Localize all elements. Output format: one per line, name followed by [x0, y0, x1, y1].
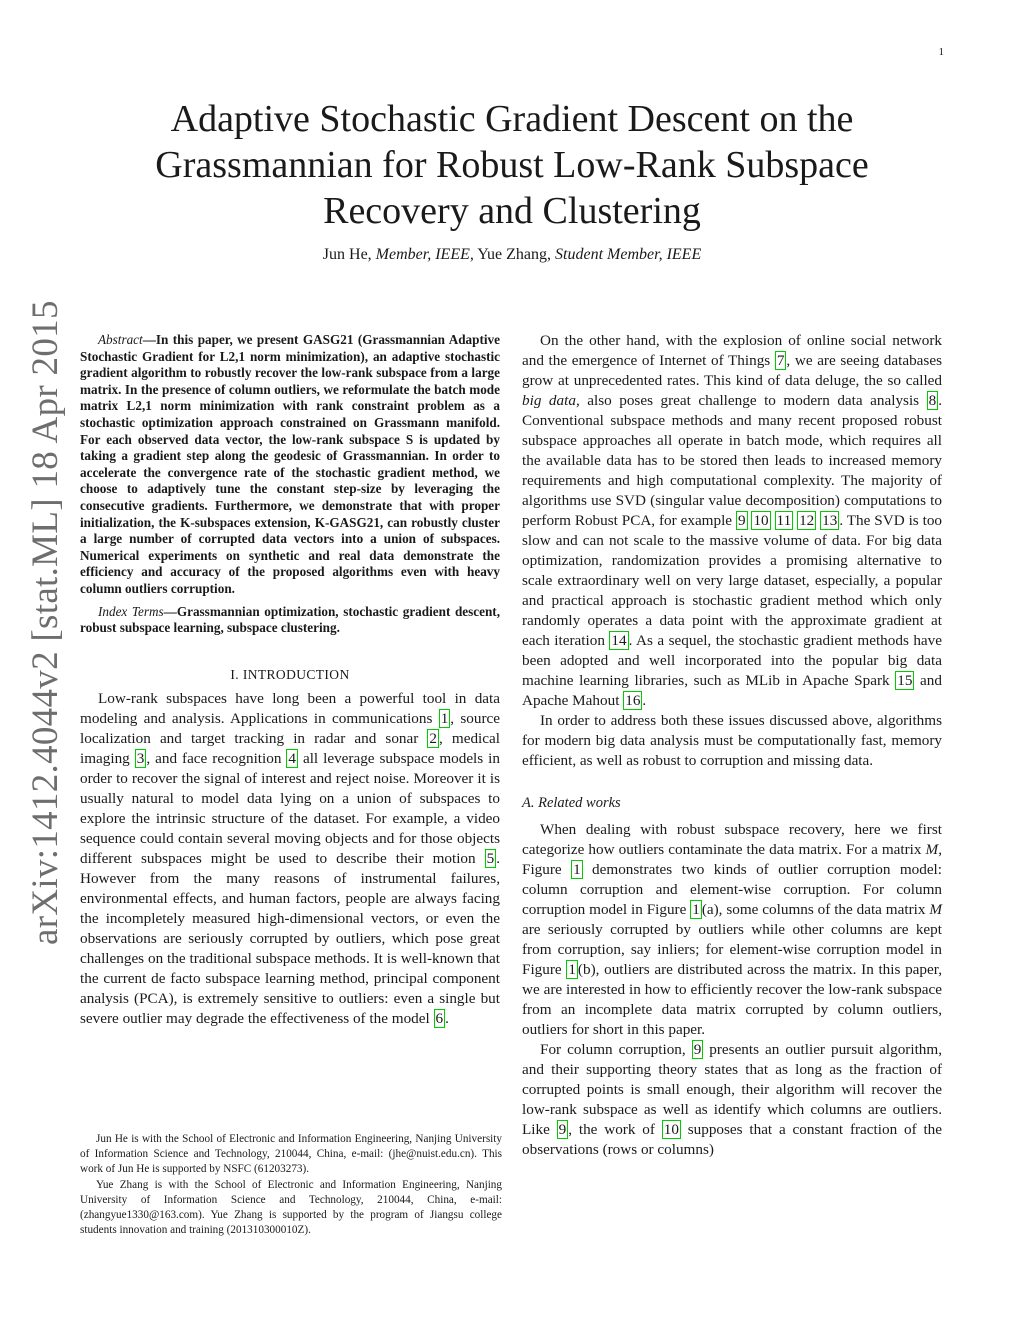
text-run: . — [445, 1009, 449, 1027]
citation-link[interactable]: 9 — [693, 1041, 702, 1058]
text-run: (a), some columns of the data matrix — [701, 901, 930, 918]
text-run: . The SVD is too slow and can not scale to the massive volume of data. For big data optimization, randomization provides a promising alternative to scale extraordinary well on very large dataset, especially, a popular and practical approach is stochastic gradient method which only randomly operates a data point with the approximate gradient at each iteration — [522, 512, 943, 649]
citation-link[interactable]: 4 — [288, 749, 296, 767]
text-run: . Conventional subspace methods and many recent proposed robust subspace approaches all operate in batch mode, which requires all the available data has to be stored then leads to increased memory requirements and high computational complexity. The majority of algorithms use SVD (singular value decomposition) computations to perform Robust PCA, for example — [522, 392, 942, 529]
arxiv-identifier: arXiv:1412.4044v2 [stat.ML] 18 Apr 2015 — [25, 300, 66, 945]
text-run: , and face recognition — [146, 749, 287, 767]
text-run — [771, 512, 775, 529]
text-run: . — [642, 692, 647, 709]
citation-link[interactable]: 8 — [928, 392, 937, 409]
text-run: . However from the many reasons of instrumental failures, environmental effects, and human factors, people are always facing the incompletely measured high-dimensional vectors, or even the observations are seriously corrupted by outliers, which pose great challenges on the traditional subspace methods. It is well-known that the current de facto subspace learning method, principal component analysis (PCA), is extremely sensitive to outliers: even a single but severe outlier may degrade the effectiveness of the model — [80, 849, 500, 1027]
text-run: (b), outliers are distributed across the matrix. In this paper, we are interested in how to efficiently recover the low-rank subspace from an incomplete data matrix corrupted by column outliers, outliers for short in this paper. — [522, 961, 942, 1038]
citation-link[interactable]: 10 — [753, 512, 769, 529]
body-paragraph — [522, 331, 942, 711]
citation-link[interactable]: 12 — [799, 512, 815, 529]
abstract-text: In this paper, we present GASG21 (Grassmannian Adaptive Stochastic Gradient for L2,1 norm minimization), an adaptive stochastic gradient algorithm to robustly recover the low-rank subspace from a large matrix. In the presence of column outliers, we reformulate the batch mode matrix L2,1 norm minimization with rank constraint problem as a stochastic optimization approach constrained on Grassmann manifold. For each observed data vector, the low-rank subspace S is updated by taking a gradient step along the geodesic of Grassmannian. In order to accelerate the convergence rate of the stochastic gradient method, we choose to adaptively tune the constant step-size by leveraging the consecutive gradients. Furthermore, we demonstrate that with proper initialization, the K-subspaces extension, K-GASG21, can robustly cluster a large number of corrupted data vectors into a union of subspaces. Numerical experiments on synthetic and real data demonstrate the efficiency and accuracy of the proposed algorithms even with heavy column outliers corruption. — [80, 332, 500, 596]
figure-link[interactable]: 1 — [692, 901, 700, 918]
text-run: Low-rank subspaces have long been a powerful tool in data modeling and analysis. Applications in communications — [80, 689, 500, 727]
text-run: are seriously corrupted by outliers while other columns are kept from corruption, say inliers; for element-wise corruption model in Figure — [522, 921, 942, 978]
title-line: Adaptive Stochastic Gradient Descent on the — [170, 98, 854, 140]
title-line: Grassmannian for Robust Low-Rank Subspace — [155, 144, 869, 186]
body-paragraph — [522, 1040, 942, 1160]
citation-link[interactable]: 15 — [897, 672, 913, 689]
index-terms-text: Grassmannian optimization, stochastic gradient descent, robust subspace learning, subspace clustering. — [80, 603, 500, 636]
author-name: Jun He, — [322, 246, 376, 263]
citation-link[interactable]: 6 — [435, 1009, 444, 1027]
citation-link[interactable]: 1 — [440, 709, 449, 727]
paper-title — [100, 96, 924, 234]
citation-link[interactable]: 11 — [776, 512, 792, 529]
index-terms-separator: — — [163, 603, 177, 619]
figure-link[interactable]: 1 — [568, 961, 576, 978]
text-run: and Apache Mahout — [522, 672, 942, 709]
text-run: presents an outlier pursuit algorithm, and their supporting theory states that as long as the fraction of corrupted points is small enough, their algorithm will recover the low-rank subspace as well as identify which columns are outliers. Like — [522, 1041, 942, 1138]
footnotes — [80, 1132, 502, 1239]
citation-link[interactable]: 14 — [611, 632, 627, 649]
author-role: Member, IEEE, — [375, 246, 474, 263]
citation-link[interactable]: 13 — [822, 512, 838, 529]
text-run: . As a sequel, the stochastic gradient methods have been adopted and well incorporated into the popular big data machine learning libraries, such as MLib in Apache Spark — [522, 632, 943, 689]
text-run: demonstrates two kinds of outlier corruption model: column corruption and element-wise corruption. For column corruption model in Figure — [522, 861, 942, 918]
footnote: Jun He is with the School of Electronic and Information Engineering, Nanjing University of Information Science and Technology, 210044, China, e-mail: (jhe@nuist.edu.cn). This work of Jun He is supported by NSFC (61203273). — [80, 1133, 502, 1175]
text-run: supposes that a constant fraction of the observations (rows or columns) — [522, 1121, 942, 1158]
left-column — [80, 332, 500, 1029]
abstract-label: Abstract — [98, 332, 143, 347]
text-run: , the work of — [568, 1121, 662, 1138]
section-heading: I. INTRODUCTION — [230, 666, 350, 682]
text-run: When dealing with robust subspace recovery, here we first categorize how outliers contaminate the data matrix. For a matrix — [522, 821, 942, 858]
body-paragraph — [522, 820, 942, 1040]
math-symbol: M — [925, 841, 939, 858]
citation-link[interactable]: 5 — [486, 849, 495, 867]
text-run: , source localization and target tracking in radar and sonar — [80, 709, 500, 747]
figure-link[interactable]: 1 — [573, 861, 581, 878]
footnote: Yue Zhang is with the School of Electronic and Information Engineering, Nanjing University of Information Science and Technology, 210044, China, e-mail: (zhangyue1330@163.com). Yue Zhang is supported by the program of Jiangsu college students innovation and training (201310300010Z). — [80, 1179, 502, 1236]
abstract — [80, 332, 500, 598]
author-name: Yue Zhang, — [473, 246, 556, 263]
abstract-separator: — — [142, 332, 156, 347]
page-number: 1 — [938, 46, 944, 58]
citation-link[interactable]: 16 — [625, 692, 641, 709]
index-terms-label: Index Terms — [98, 603, 164, 619]
citation-link[interactable]: 9 — [737, 512, 746, 529]
text-run: , also poses great challenge to modern data analysis — [575, 392, 927, 409]
author-role: Student Member, IEEE — [555, 246, 702, 263]
text-run: , Figure — [522, 841, 942, 878]
text-run: For column corruption, — [540, 1041, 692, 1058]
body-paragraph: In order to address both these issues discussed above, algorithms for modern big data analysis must be computationally fast, memory efficient, as well as robust to corruption and missing data. — [522, 712, 942, 769]
subsection-heading: A. Related works — [522, 795, 621, 811]
intro-paragraph — [80, 689, 500, 1029]
right-column — [522, 332, 942, 1160]
citation-link[interactable]: 7 — [776, 352, 785, 369]
citation-link[interactable]: 9 — [558, 1121, 567, 1138]
emphasis-text: big data — [522, 392, 576, 409]
index-terms — [80, 604, 500, 637]
citation-link[interactable]: 10 — [663, 1121, 679, 1138]
text-run: On the other hand, with the explosion of online social network and the emergence of Internet of Things — [522, 332, 942, 369]
text-run: all leverage subspace models in order to recover the signal of interest and reject noise. Moreover it is usually natural to model data lying on a union of subspaces to explore the intrinsic structure of the dataset. For example, a video sequence could contain several moving objects and for those objects different subspaces might be used to describe their motion — [80, 749, 500, 867]
author-line — [100, 246, 924, 264]
title-line: Recovery and Clustering — [323, 190, 701, 232]
citation-link[interactable]: 2 — [429, 729, 438, 747]
math-symbol: M — [929, 901, 942, 918]
text-run: , medical imaging — [80, 729, 500, 767]
text-run: , we are seeing databases grow at unprecedented rates. This kind of data deluge, the so called — [522, 352, 942, 389]
citation-link[interactable]: 3 — [136, 749, 145, 767]
